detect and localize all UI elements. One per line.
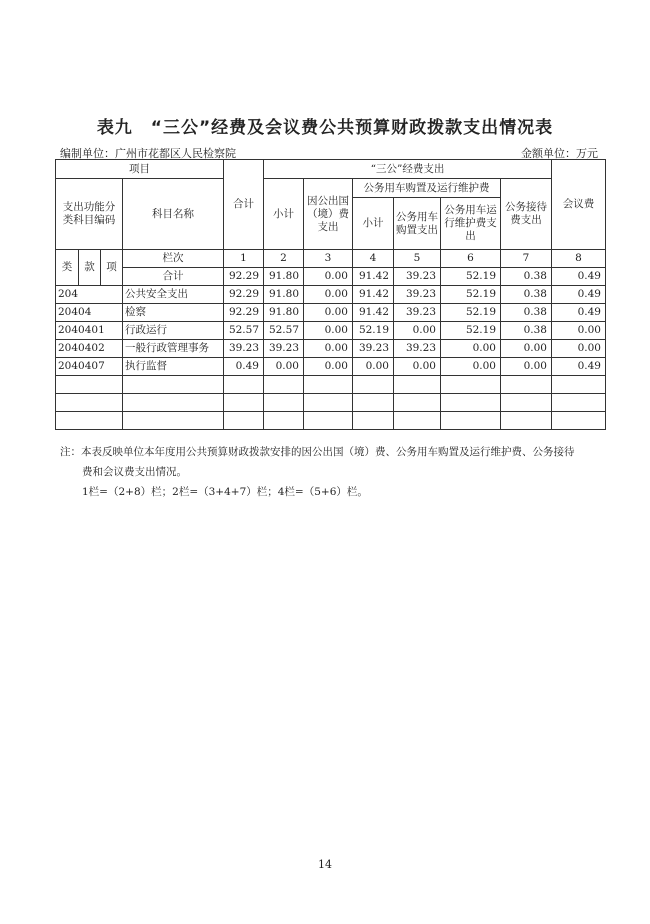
note-line: 费和会议费支出情况。 — [82, 466, 187, 478]
name-cell: 一般行政管理事务 — [123, 340, 224, 358]
col-number: 6 — [441, 250, 501, 268]
cell: 0.00 — [304, 304, 353, 322]
cell: 0.00 — [552, 322, 606, 340]
col-number: 1 — [224, 250, 264, 268]
cell: 0.00 — [552, 340, 606, 358]
cell: 0.00 — [304, 340, 353, 358]
cell: 0.38 — [501, 304, 552, 322]
col-number: 8 — [552, 250, 606, 268]
header-vehicle-operation: 公务用车运行维护费支出 — [441, 198, 501, 250]
code-cell: 204 — [56, 286, 123, 304]
cell: 91.80 — [264, 268, 304, 286]
total-label: 合计 — [123, 268, 224, 286]
header-subtotal: 小计 — [264, 179, 304, 250]
cell: 0.00 — [304, 268, 353, 286]
header-vehicle: 公务用车购置及运行维护费 — [353, 179, 501, 198]
empty-row — [56, 376, 606, 394]
name-cell: 执行监督 — [123, 358, 224, 376]
code-cell: 2040402 — [56, 340, 123, 358]
cell: 52.57 — [224, 322, 264, 340]
cell: 91.80 — [264, 304, 304, 322]
cell: 0.00 — [304, 286, 353, 304]
cell: 52.19 — [441, 286, 501, 304]
table-row — [56, 286, 606, 304]
cell: 39.23 — [394, 286, 441, 304]
cell: 39.23 — [394, 304, 441, 322]
cell: 0.00 — [441, 358, 501, 376]
cell: 52.57 — [264, 322, 304, 340]
cell: 91.80 — [264, 286, 304, 304]
page-number: 14 — [318, 858, 332, 871]
code-cell: 2040407 — [56, 358, 123, 376]
code-cell: 2040401 — [56, 322, 123, 340]
header-xiang: 项 — [101, 250, 123, 286]
header-kuan: 款 — [79, 250, 101, 286]
cell: 92.29 — [224, 268, 264, 286]
empty-row — [56, 412, 606, 430]
cell: 0.00 — [394, 322, 441, 340]
preparing-unit: 编制单位：广州市花都区人民检察院 — [60, 147, 236, 160]
cell: 0.00 — [353, 358, 394, 376]
cell: 0.38 — [501, 286, 552, 304]
cell: 0.49 — [552, 304, 606, 322]
header-vehicle-purchase: 公务用车购置支出 — [394, 198, 441, 250]
cell: 39.23 — [394, 340, 441, 358]
cell: 0.00 — [304, 358, 353, 376]
header-sangong: “三公”经费支出 — [264, 160, 552, 179]
cell: 0.00 — [394, 358, 441, 376]
cell: 52.19 — [441, 322, 501, 340]
cell: 39.23 — [353, 340, 394, 358]
col-number: 3 — [304, 250, 353, 268]
cell: 39.23 — [264, 340, 304, 358]
cell: 92.29 — [224, 304, 264, 322]
header-meeting: 会议费 — [552, 160, 606, 250]
cell: 0.00 — [501, 340, 552, 358]
header-abroad: 因公出国（境）费支出 — [304, 179, 353, 250]
col-number: 5 — [394, 250, 441, 268]
header-name: 科目名称 — [123, 179, 224, 250]
page-title: 表九 “三公”经费及会议费公共预算财政拨款支出情况表 — [96, 118, 554, 138]
code-cell: 20404 — [56, 304, 123, 322]
header-lei: 类 — [56, 250, 79, 286]
table-row — [56, 358, 606, 376]
name-cell: 公共安全支出 — [123, 286, 224, 304]
table-row — [56, 322, 606, 340]
header-code: 支出功能分类科目编码 — [56, 179, 123, 250]
cell: 91.42 — [353, 268, 394, 286]
cell: 0.49 — [552, 358, 606, 376]
col-number: 7 — [501, 250, 552, 268]
empty-row — [56, 394, 606, 412]
total-row — [56, 268, 606, 286]
cell: 0.00 — [304, 322, 353, 340]
cell: 0.49 — [552, 286, 606, 304]
cell: 52.19 — [441, 268, 501, 286]
cell: 0.00 — [501, 358, 552, 376]
cell: 52.19 — [441, 304, 501, 322]
table-row — [56, 340, 606, 358]
amount-unit: 金额单位：万元 — [521, 147, 598, 160]
cell: 0.38 — [501, 268, 552, 286]
note-formula: 1栏=（2+8）栏；2栏=（3+4+7）栏；4栏=（5+6）栏。 — [82, 486, 368, 498]
cell: 91.42 — [353, 304, 394, 322]
table-note — [60, 442, 600, 502]
cell: 39.23 — [394, 268, 441, 286]
cell: 39.23 — [224, 340, 264, 358]
cell: 0.38 — [501, 322, 552, 340]
header-vehicle-subtotal: 小计 — [353, 198, 394, 250]
table-row — [56, 304, 606, 322]
header-item: 项目 — [56, 160, 224, 179]
header-reception: 公务接待费支出 — [501, 179, 552, 250]
cell: 0.49 — [552, 268, 606, 286]
cell: 91.42 — [353, 286, 394, 304]
col-number: 2 — [264, 250, 304, 268]
cell: 0.00 — [264, 358, 304, 376]
cell: 52.19 — [353, 322, 394, 340]
budget-table — [55, 159, 606, 430]
name-cell: 检察 — [123, 304, 224, 322]
cell: 0.00 — [441, 340, 501, 358]
header-lanci: 栏次 — [123, 250, 224, 268]
name-cell: 行政运行 — [123, 322, 224, 340]
note-line: 注：本表反映单位本年度用公共预算财政拨款安排的因公出国（境）费、公务用车购置及运行维护费、公务接待 — [60, 446, 575, 458]
cell: 92.29 — [224, 286, 264, 304]
col-number: 4 — [353, 250, 394, 268]
header-total: 合计 — [224, 160, 264, 250]
cell: 0.49 — [224, 358, 264, 376]
